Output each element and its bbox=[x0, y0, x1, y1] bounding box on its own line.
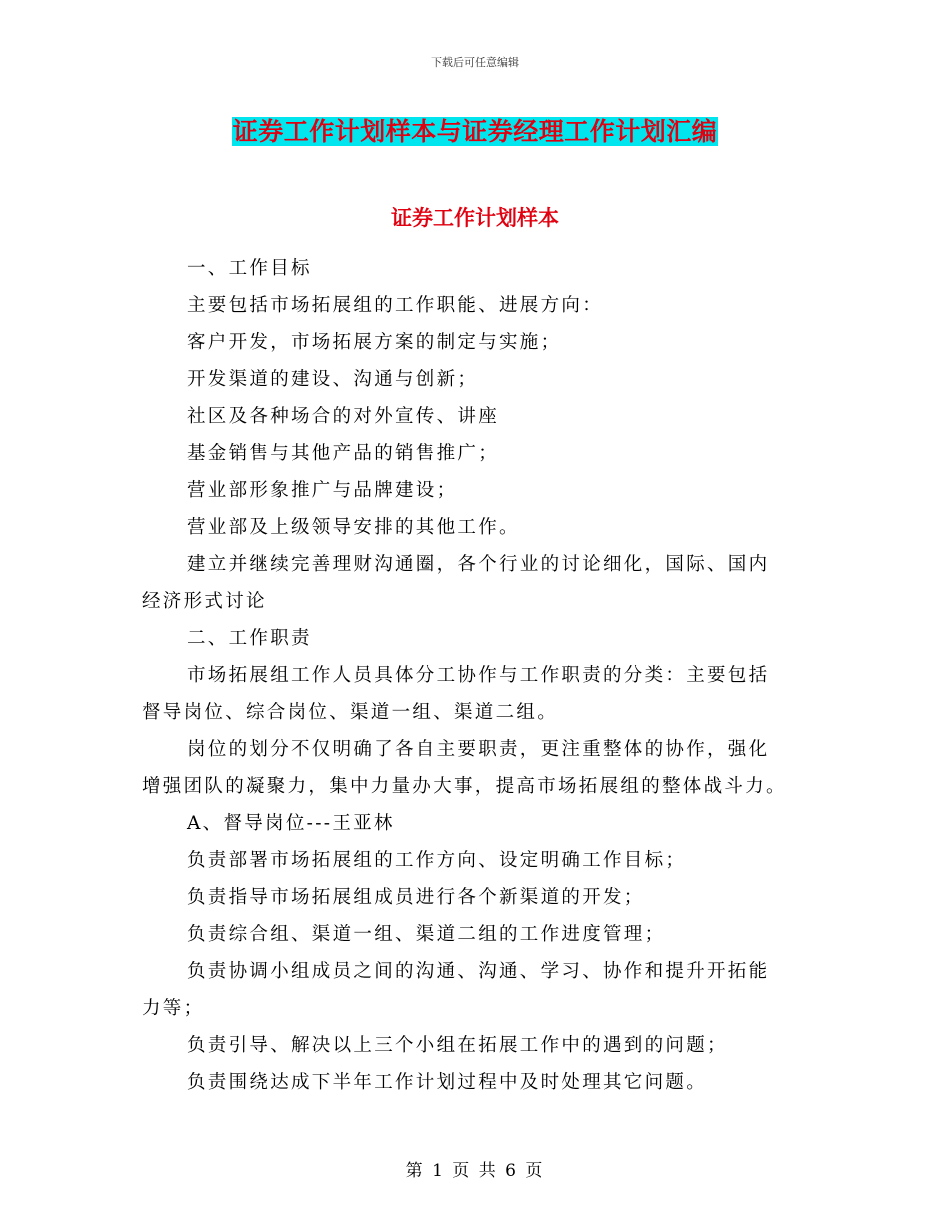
paragraph-line: 市场拓展组工作人员具体分工协作与工作职责的分类：主要包括 bbox=[187, 665, 770, 686]
paragraph-line: 负责指导市场拓展组成员进行各个新渠道的开发； bbox=[187, 887, 645, 908]
paragraph-line: 建立并继续完善理财沟通圈，各个行业的讨论细化，国际、国内 bbox=[187, 554, 770, 575]
document-title bbox=[0, 112, 950, 148]
paragraph-line: 经济形式讨论 bbox=[142, 591, 267, 612]
paragraph-line: 主要包括市场拓展组的工作职能、进展方向： bbox=[187, 295, 604, 316]
paragraph-line: 负责引导、解决以上三个小组在拓展工作中的遇到的问题； bbox=[187, 1035, 728, 1056]
paragraph-line: 基金销售与其他产品的销售推广； bbox=[187, 443, 500, 464]
paragraph-line: 一、工作目标 bbox=[187, 258, 312, 279]
paragraph-line: 督导岗位、综合岗位、渠道一组、渠道二组。 bbox=[142, 702, 559, 723]
document-title-text: 证券工作计划样本与证券经理工作计划汇编 bbox=[232, 117, 718, 146]
paragraph-line: 营业部及上级领导安排的其他工作。 bbox=[187, 517, 520, 538]
document-body bbox=[142, 250, 812, 1101]
paragraph-line: 开发渠道的建设、沟通与创新； bbox=[187, 369, 479, 390]
paragraph-line: 负责协调小组成员之间的沟通、沟通、学习、协作和提升开拓能 bbox=[187, 961, 770, 982]
paragraph-line: 社区及各种场合的对外宣传、讲座 bbox=[187, 406, 500, 427]
paragraph-line: 负责围绕达成下半年工作计划过程中及时处理其它问题。 bbox=[187, 1072, 708, 1093]
paragraph-line: 力等； bbox=[142, 998, 205, 1019]
paragraph-line: 客户开发，市场拓展方案的制定与实施； bbox=[187, 332, 562, 353]
page-number-footer: 第 1 页 共 6 页 bbox=[405, 1161, 545, 1181]
paragraph-line: 负责综合组、渠道一组、渠道二组的工作进度管理； bbox=[187, 924, 666, 945]
paragraph-line: 负责部署市场拓展组的工作方向、设定明确工作目标； bbox=[187, 850, 687, 871]
paragraph-line: 营业部形象推广与品牌建设； bbox=[187, 480, 458, 501]
paragraph-line: 岗位的划分不仅明确了各自主要职责，更注重整体的协作，强化 bbox=[187, 739, 770, 760]
section-title: 证券工作计划样本 bbox=[391, 206, 559, 230]
paragraph-line: A、督导岗位---王亚林 bbox=[187, 813, 395, 834]
paragraph-line: 二、工作职责 bbox=[187, 628, 312, 649]
page-header-note: 下载后可任意编辑 bbox=[431, 56, 519, 69]
paragraph-line: 增强团队的凝聚力，集中力量办大事，提高市场拓展组的整体战斗力。 bbox=[142, 776, 787, 797]
